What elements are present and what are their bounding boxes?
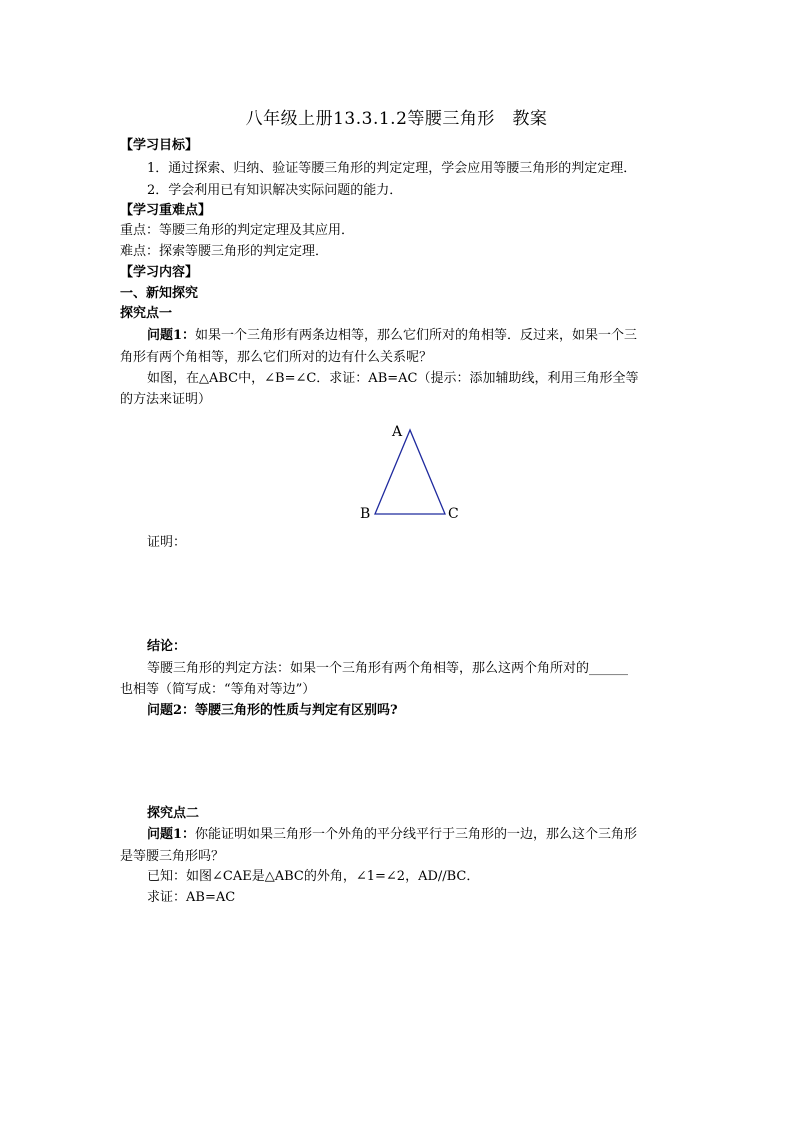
proof-label: 证明： — [147, 535, 187, 550]
point-2-question-1-label: 问题1： — [147, 827, 196, 842]
section-new-knowledge: 一、新知探究 — [120, 286, 199, 301]
vertex-label-c: C — [448, 506, 459, 522]
explore-point-1-heading: 探究点一 — [120, 306, 173, 321]
question-1-description-1: 如图，在△ABC中，∠B=∠C．求证：AB=AC（提示：添加辅助线，利用三角形全等 — [147, 371, 639, 386]
goal-item-1: 1．通过探索、归纳、验证等腰三角形的判定定理，学会应用等腰三角形的判定定理． — [147, 161, 637, 176]
triangle-abc-figure — [355, 420, 465, 525]
vertex-label-a: A — [392, 424, 403, 440]
point-2-question-1-line-2: 是等腰三角形吗？ — [120, 849, 225, 864]
point-2-question-1-line-1 — [147, 825, 637, 845]
question-1-label: 问题1： — [147, 328, 196, 343]
conclusion-text-1: 等腰三角形的判定方法：如果一个三角形有两个角相等，那么这两个角所对的 — [147, 661, 590, 676]
vertex-label-b: B — [360, 506, 371, 522]
goals-heading: 【学习目标】 — [120, 138, 199, 153]
conclusion-label: 结论： — [147, 639, 187, 654]
key-point-text: 重点：等腰三角形的判定定理及其应用． — [120, 223, 355, 238]
given-statement: 已知：如图∠CAE是△ABC的外角，∠1=∠2，AD//BC． — [147, 869, 480, 884]
conclusion-line-1 — [147, 659, 628, 679]
content-heading: 【学习内容】 — [120, 265, 199, 280]
triangle-abc-shape — [375, 430, 445, 514]
prove-statement: 求证：AB=AC — [147, 890, 236, 905]
question-1-description-2: 的方法来证明） — [120, 392, 212, 407]
page-title: 八年级上册13.3.1.2等腰三角形 教案 — [245, 109, 548, 129]
key-points-heading: 【学习重难点】 — [120, 203, 212, 218]
goal-item-2: 2．学会利用已有知识解决实际问题的能力． — [147, 183, 403, 198]
point-2-question-1-text: 你能证明如果三角形一个外角的平分线平行于三角形的一边，那么这个三角形 — [195, 827, 638, 842]
question-1-line-2: 角形有两个角相等，那么它们所对的边有什么关系呢？ — [120, 350, 433, 365]
conclusion-blank: ______ — [589, 661, 629, 676]
question-1-line-1 — [147, 326, 637, 346]
question-2: 问题2：等腰三角形的性质与判定有区别吗? — [147, 703, 398, 718]
explore-point-2-heading: 探究点二 — [147, 806, 200, 821]
difficult-point-text: 难点：探索等腰三角形的判定定理． — [120, 244, 329, 259]
conclusion-line-2: 也相等（简写成：“等角对等边”） — [120, 682, 316, 697]
question-1-text: 如果一个三角形有两条边相等，那么它们所对的角相等．反过来，如果一个三 — [195, 328, 638, 343]
